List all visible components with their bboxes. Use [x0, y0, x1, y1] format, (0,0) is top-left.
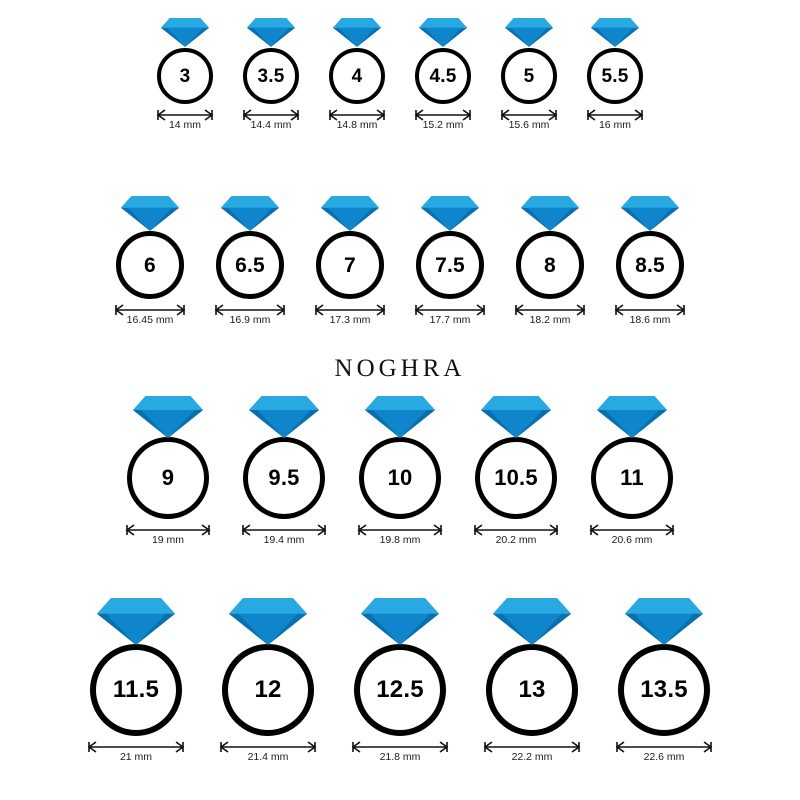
- diameter-label: 14.8 mm: [336, 119, 378, 131]
- ring-circle: [591, 437, 673, 519]
- measure-arrow-icon: [214, 303, 286, 313]
- measure-arrow-icon: [483, 740, 581, 750]
- ring-size-row: [0, 396, 800, 546]
- diameter-label: 21.8 mm: [379, 751, 421, 763]
- ring-circle: [116, 231, 184, 299]
- ring-band-graphic: [359, 437, 441, 519]
- diameter-label: 15.6 mm: [508, 119, 550, 131]
- diameter-measure: [357, 523, 443, 546]
- ring-size-item[interactable]: [114, 196, 186, 326]
- ring-size-item[interactable]: [351, 598, 449, 763]
- ring-circle: [501, 48, 557, 104]
- ring-band-graphic: [222, 644, 314, 736]
- diameter-label: 15.2 mm: [422, 119, 464, 131]
- ring-circle: [416, 231, 484, 299]
- brand-name: NOGHRA: [334, 355, 466, 382]
- ring-band-graphic: [329, 48, 385, 104]
- ring-band-graphic: [416, 231, 484, 299]
- diamond-icon: [121, 196, 179, 236]
- diameter-label: 16.9 mm: [229, 314, 271, 326]
- ring-circle: [475, 437, 557, 519]
- ring-circle: [157, 48, 213, 104]
- diameter-measure: [156, 108, 214, 131]
- measure-arrow-icon: [328, 108, 386, 118]
- ring-size-label: 6.5: [235, 253, 265, 277]
- ring-circle: [216, 231, 284, 299]
- measure-arrow-icon: [614, 303, 686, 313]
- ring-size-item[interactable]: [219, 598, 317, 763]
- diamond-icon: [597, 396, 667, 443]
- ring-size-label: 10.5: [494, 465, 538, 490]
- diameter-measure: [589, 523, 675, 546]
- diameter-label: 21.4 mm: [247, 751, 289, 763]
- ring-size-row: [0, 18, 800, 131]
- ring-circle: [415, 48, 471, 104]
- ring-band-graphic: [90, 644, 182, 736]
- diameter-label: 14.4 mm: [250, 119, 292, 131]
- ring-size-item[interactable]: [500, 18, 558, 131]
- measure-arrow-icon: [615, 740, 713, 750]
- brand-logo: [0, 355, 800, 383]
- diameter-label: 17.3 mm: [329, 314, 371, 326]
- ring-circle: [587, 48, 643, 104]
- ring-circle: [486, 644, 578, 736]
- ring-size-item[interactable]: [328, 18, 386, 131]
- ring-size-label: 5: [523, 65, 535, 87]
- ring-size-item[interactable]: [483, 598, 581, 763]
- diameter-label: 20.6 mm: [611, 534, 653, 546]
- ring-size-label: 9: [161, 465, 175, 490]
- diameter-measure: [414, 108, 472, 131]
- diamond-icon: [481, 396, 551, 443]
- diamond-icon: [421, 196, 479, 236]
- diamond-icon: [591, 18, 639, 52]
- ring-size-label: 13: [518, 676, 546, 703]
- ring-circle: [243, 437, 325, 519]
- ring-size-label: 8: [544, 253, 556, 277]
- ring-size-label: 12.5: [376, 676, 424, 703]
- diameter-measure: [114, 303, 186, 326]
- diameter-measure: [414, 303, 486, 326]
- ring-band-graphic: [587, 48, 643, 104]
- diameter-label: 17.7 mm: [429, 314, 471, 326]
- measure-arrow-icon: [125, 523, 211, 533]
- diameter-measure: [87, 740, 185, 763]
- diamond-icon: [493, 598, 571, 650]
- ring-size-label: 13.5: [640, 676, 688, 703]
- ring-size-label: 8.5: [635, 253, 665, 277]
- ring-circle: [516, 231, 584, 299]
- measure-arrow-icon: [586, 108, 644, 118]
- diameter-measure: [351, 740, 449, 763]
- measure-arrow-icon: [219, 740, 317, 750]
- diamond-icon: [321, 196, 379, 236]
- ring-size-row: [0, 598, 800, 763]
- diameter-label: 18.6 mm: [629, 314, 671, 326]
- ring-band-graphic: [475, 437, 557, 519]
- diameter-measure: [328, 108, 386, 131]
- ring-size-label: 10: [387, 465, 413, 490]
- ring-size-row: [0, 196, 800, 326]
- diameter-measure: [242, 108, 300, 131]
- diamond-icon: [333, 18, 381, 52]
- diameter-measure: [125, 523, 211, 546]
- diameter-measure: [241, 523, 327, 546]
- ring-size-label: 3.5: [257, 65, 285, 87]
- diamond-icon: [521, 196, 579, 236]
- measure-arrow-icon: [351, 740, 449, 750]
- diameter-measure: [514, 303, 586, 326]
- measure-arrow-icon: [241, 523, 327, 533]
- ring-band-graphic: [618, 644, 710, 736]
- ring-size-label: 5.5: [601, 65, 629, 87]
- ring-band-graphic: [616, 231, 684, 299]
- ring-band-graphic: [243, 437, 325, 519]
- ring-circle: [618, 644, 710, 736]
- ring-circle: [329, 48, 385, 104]
- measure-arrow-icon: [589, 523, 675, 533]
- diameter-label: 20.2 mm: [495, 534, 537, 546]
- ring-circle: [316, 231, 384, 299]
- diameter-measure: [473, 523, 559, 546]
- ring-band-graphic: [316, 231, 384, 299]
- diamond-icon: [505, 18, 553, 52]
- measure-arrow-icon: [500, 108, 558, 118]
- measure-arrow-icon: [514, 303, 586, 313]
- ring-band-graphic: [116, 231, 184, 299]
- diameter-label: 22.2 mm: [511, 751, 553, 763]
- measure-arrow-icon: [414, 303, 486, 313]
- ring-size-item[interactable]: [241, 396, 327, 546]
- diameter-label: 22.6 mm: [643, 751, 685, 763]
- diameter-label: 19.8 mm: [379, 534, 421, 546]
- ring-size-item[interactable]: [473, 396, 559, 546]
- diameter-label: 19 mm: [151, 534, 185, 546]
- ring-size-label: 11.5: [112, 676, 160, 703]
- ring-circle: [222, 644, 314, 736]
- diameter-label: 16 mm: [598, 119, 632, 131]
- ring-size-item[interactable]: [589, 396, 675, 546]
- diameter-label: 14 mm: [168, 119, 202, 131]
- measure-arrow-icon: [242, 108, 300, 118]
- diameter-measure: [483, 740, 581, 763]
- ring-circle: [243, 48, 299, 104]
- diamond-icon: [161, 18, 209, 52]
- ring-size-label: 9.5: [268, 465, 300, 490]
- diamond-icon: [229, 598, 307, 650]
- ring-band-graphic: [516, 231, 584, 299]
- ring-circle: [359, 437, 441, 519]
- ring-size-item[interactable]: [242, 18, 300, 131]
- ring-band-graphic: [354, 644, 446, 736]
- ring-size-label: 7: [344, 253, 356, 277]
- diameter-label: 18.2 mm: [529, 314, 571, 326]
- diamond-icon: [625, 598, 703, 650]
- diameter-measure: [614, 303, 686, 326]
- diameter-measure: [214, 303, 286, 326]
- measure-arrow-icon: [156, 108, 214, 118]
- ring-size-label: 6: [144, 253, 156, 277]
- ring-band-graphic: [591, 437, 673, 519]
- ring-size-item[interactable]: [414, 18, 472, 131]
- ring-circle: [354, 644, 446, 736]
- ring-size-label: 12: [254, 676, 282, 703]
- diamond-icon: [419, 18, 467, 52]
- ring-circle: [127, 437, 209, 519]
- ring-size-label: 4.5: [429, 65, 457, 87]
- ring-size-item[interactable]: [87, 598, 185, 763]
- diameter-label: 19.4 mm: [263, 534, 305, 546]
- diamond-icon: [365, 396, 435, 443]
- ring-size-item[interactable]: [614, 196, 686, 326]
- diameter-measure: [615, 740, 713, 763]
- diameter-label: 16.45 mm: [126, 314, 174, 326]
- ring-band-graphic: [157, 48, 213, 104]
- ring-circle: [90, 644, 182, 736]
- ring-band-graphic: [501, 48, 557, 104]
- diamond-icon: [249, 396, 319, 443]
- ring-size-item[interactable]: [314, 196, 386, 326]
- ring-band-graphic: [127, 437, 209, 519]
- diamond-icon: [133, 396, 203, 443]
- diamond-icon: [361, 598, 439, 650]
- ring-band-graphic: [243, 48, 299, 104]
- ring-size-label: 11: [620, 465, 644, 490]
- ring-band-graphic: [415, 48, 471, 104]
- ring-band-graphic: [216, 231, 284, 299]
- measure-arrow-icon: [414, 108, 472, 118]
- measure-arrow-icon: [114, 303, 186, 313]
- diameter-measure: [500, 108, 558, 131]
- diamond-icon: [221, 196, 279, 236]
- diameter-label: 21 mm: [119, 751, 153, 763]
- diameter-measure: [314, 303, 386, 326]
- ring-circle: [616, 231, 684, 299]
- diameter-measure: [219, 740, 317, 763]
- ring-size-item[interactable]: [514, 196, 586, 326]
- ring-size-item[interactable]: [586, 18, 644, 131]
- ring-size-label: 4: [351, 65, 363, 87]
- ring-size-label: 3: [179, 65, 191, 87]
- ring-size-item[interactable]: [357, 396, 443, 546]
- ring-size-item[interactable]: [414, 196, 486, 326]
- ring-band-graphic: [486, 644, 578, 736]
- diamond-icon: [97, 598, 175, 650]
- ring-size-item[interactable]: [156, 18, 214, 131]
- ring-size-label: 7.5: [435, 253, 465, 277]
- measure-arrow-icon: [357, 523, 443, 533]
- measure-arrow-icon: [473, 523, 559, 533]
- measure-arrow-icon: [87, 740, 185, 750]
- diamond-icon: [247, 18, 295, 52]
- ring-size-item[interactable]: [615, 598, 713, 763]
- diamond-icon: [621, 196, 679, 236]
- diameter-measure: [586, 108, 644, 131]
- measure-arrow-icon: [314, 303, 386, 313]
- ring-size-item[interactable]: [214, 196, 286, 326]
- ring-size-item[interactable]: [125, 396, 211, 546]
